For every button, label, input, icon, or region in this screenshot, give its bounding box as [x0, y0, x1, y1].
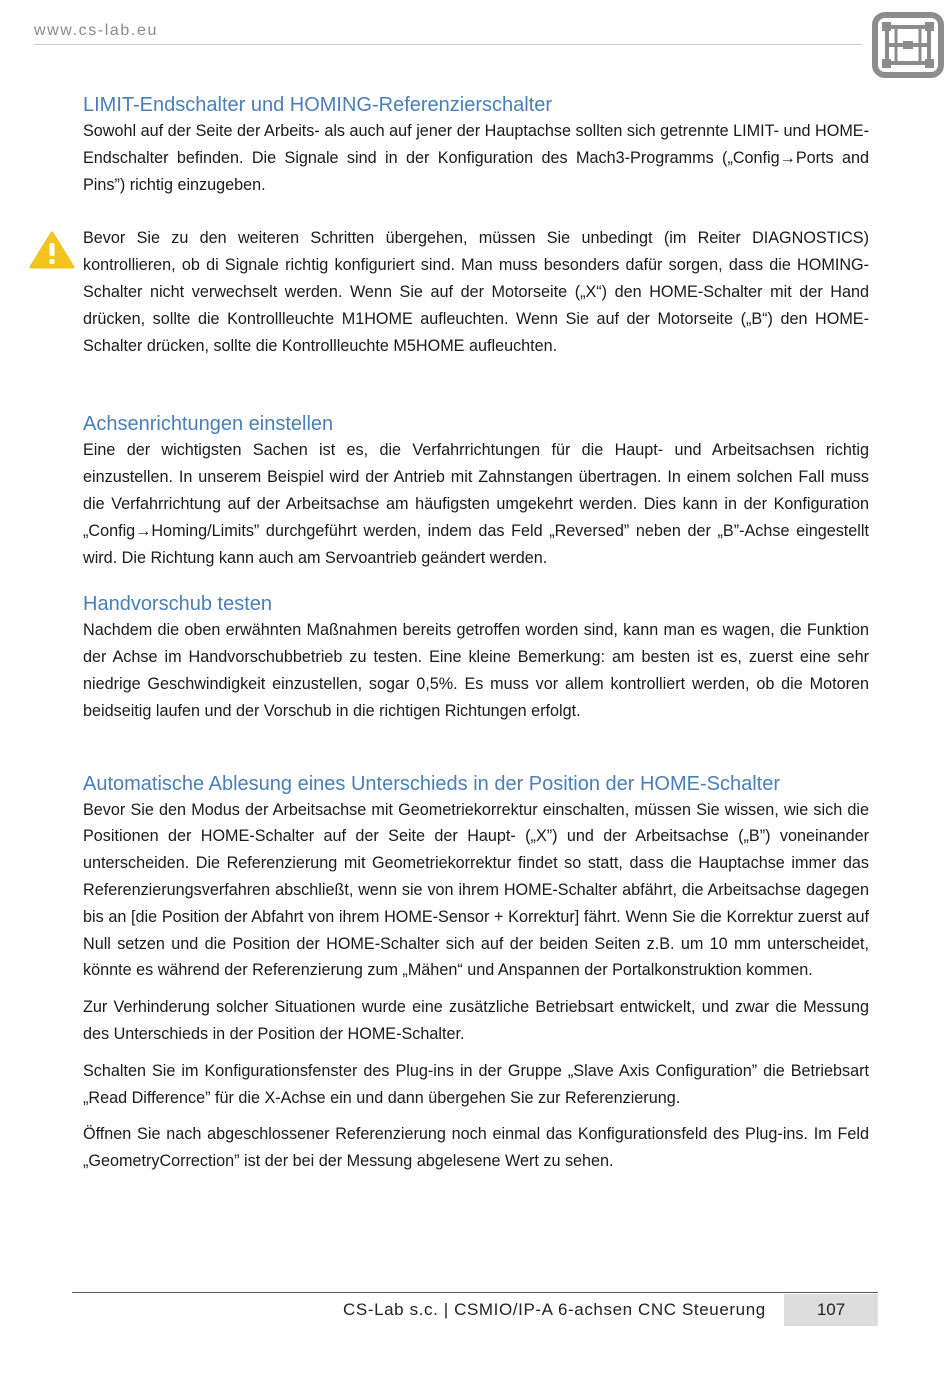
paragraph-auto-difference-2: Zur Verhinderung solcher Situationen wurde eine zusätzliche Betriebsart entwickelt, und zwar die Messung des Unterschieds in der Position der HOME-Schalter. — [83, 998, 869, 1043]
paragraph-axis-directions: Eine der wichtigsten Sachen ist es, die Verfahrrichtungen für die Haupt- und Arbeitsachsen richtig einzustellen. In unserem Beispiel wird der Antrieb mit Zahnstangen übertragen. In einem solchen Fall muss die Verfahrrichtung auf der Arbeitsachse am häufigsten umgekehrt werden. Dies kann in der Konfiguration „Config→Homing/Limits” durchgeführt werden, indem das Feld „Reversed” neben der „B”-Achse eingestellt wird. Die Richtung kann auch am Servoantrieb geändert werden. — [83, 441, 869, 567]
cs-lab-logo-icon — [872, 12, 944, 78]
footer-divider — [72, 1292, 878, 1293]
page-number: 107 — [784, 1294, 878, 1326]
warning-triangle-icon — [29, 231, 75, 269]
paragraph-auto-difference-3: Schalten Sie im Konfigurationsfenster des Plug-ins in der Gruppe „Slave Axis Configuration” die Betriebsart „Read Difference” für die X-Achse ein und dann übergehen Sie zur Referenzierung. — [83, 1061, 869, 1107]
warning-text: Bevor Sie zu den weiteren Schritten übergehen, müssen Sie unbedingt (im Reiter DIAGNOSTICS) kontrollieren, ob di Signale richtig konfiguriert sind. Man muss besonders dafür sorgen, dass die HOMING-Schalter nicht verwechselt werden. Wenn Sie auf der Motorseite („X“) den HOME-Schalter mit der Hand drücken, sollte die Kontrollleuchte M1HOME aufleuchten. Wenn Sie auf der Motorseite („B“) den HOME-Schalter drücken, sollte die Kontrollleuchte M5HOME aufleuchten. — [83, 229, 869, 355]
heading-axis-directions: Achsenrichtungen einstellen — [83, 413, 334, 436]
page-content — [83, 92, 869, 1175]
footer-title: CS-Lab s.c. | CSMIO/IP-A 6-achsen CNC Steuerung — [343, 1300, 766, 1319]
paragraph-auto-difference-4: Öffnen Sie nach abgeschlossener Referenzierung noch einmal das Konfigurationsfeld des Plug-ins. Im Feld „GeometryCorrection” ist der bei der Messung abgelesene Wert zu sehen. — [83, 1125, 869, 1171]
paragraph-auto-difference-1: Bevor Sie den Modus der Arbeitsachse mit Geometriekorrektur einschalten, müssen Sie wissen, wie sich die Positionen der HOME-Schalter auf der Seite der Haupt- („X”) und der Arbeitsachse („B”) voneinander unterscheiden. Die Referenzierung mit Geometriekorrektur findet so statt, dass die Hauptachse immer das Referenzierungsverfahren abschließt, wenn sie von ihrem HOME-Schalter abfährt, die Arbeitsachse dagegen bis an [die Position der Abfahrt von ihrem HOME-Sensor + Korrektur] fährt. Wenn Sie die Korrektur zuerst auf Null setzen und die Position der HOME-Schalter sich auf der beiden Seiten z.B. um 10 mm unterscheidet, könnte es während der Referenzierung zum „Mähen“ und Anspannen der Portalkonstruktion kommen. — [83, 800, 869, 980]
header-url: www.cs-lab.eu — [34, 22, 158, 39]
heading-limit-switches: LIMIT-Endschalter und HOMING-Referenzierschalter — [83, 94, 553, 116]
heading-manual-jog: Handvorschub testen — [83, 593, 273, 616]
paragraph-limit-switches: Sowohl auf der Seite der Arbeits- als auch auf jener der Hauptachse sollten sich getrennte LIMIT- und HOME-Endschalter befinden. Die Signale sind in der Konfiguration des Mach3-Programms („Config→Ports and Pins”) richtig einzugeben. — [83, 122, 869, 194]
paragraph-manual-jog: Nachdem die oben erwähnten Maßnahmen bereits getroffen worden sind, kann man es wagen, die Funktion der Achse im Handvorschubbetrieb zu testen. Eine kleine Bemerkung: am besten ist es, zuerst eine sehr niedrige Geschwindigkeit einzustellen, sogar 0,5%. Es muss vor allem kontrolliert werden, ob die Motoren beidseitig laufen und der Vorschub in die richtigen Richtungen erfolgt. — [83, 621, 869, 720]
header-divider — [34, 44, 862, 45]
warning-note — [83, 225, 869, 359]
heading-auto-difference: Automatische Ablesung eines Unterschieds in der Position der HOME-Schalter — [83, 772, 781, 795]
